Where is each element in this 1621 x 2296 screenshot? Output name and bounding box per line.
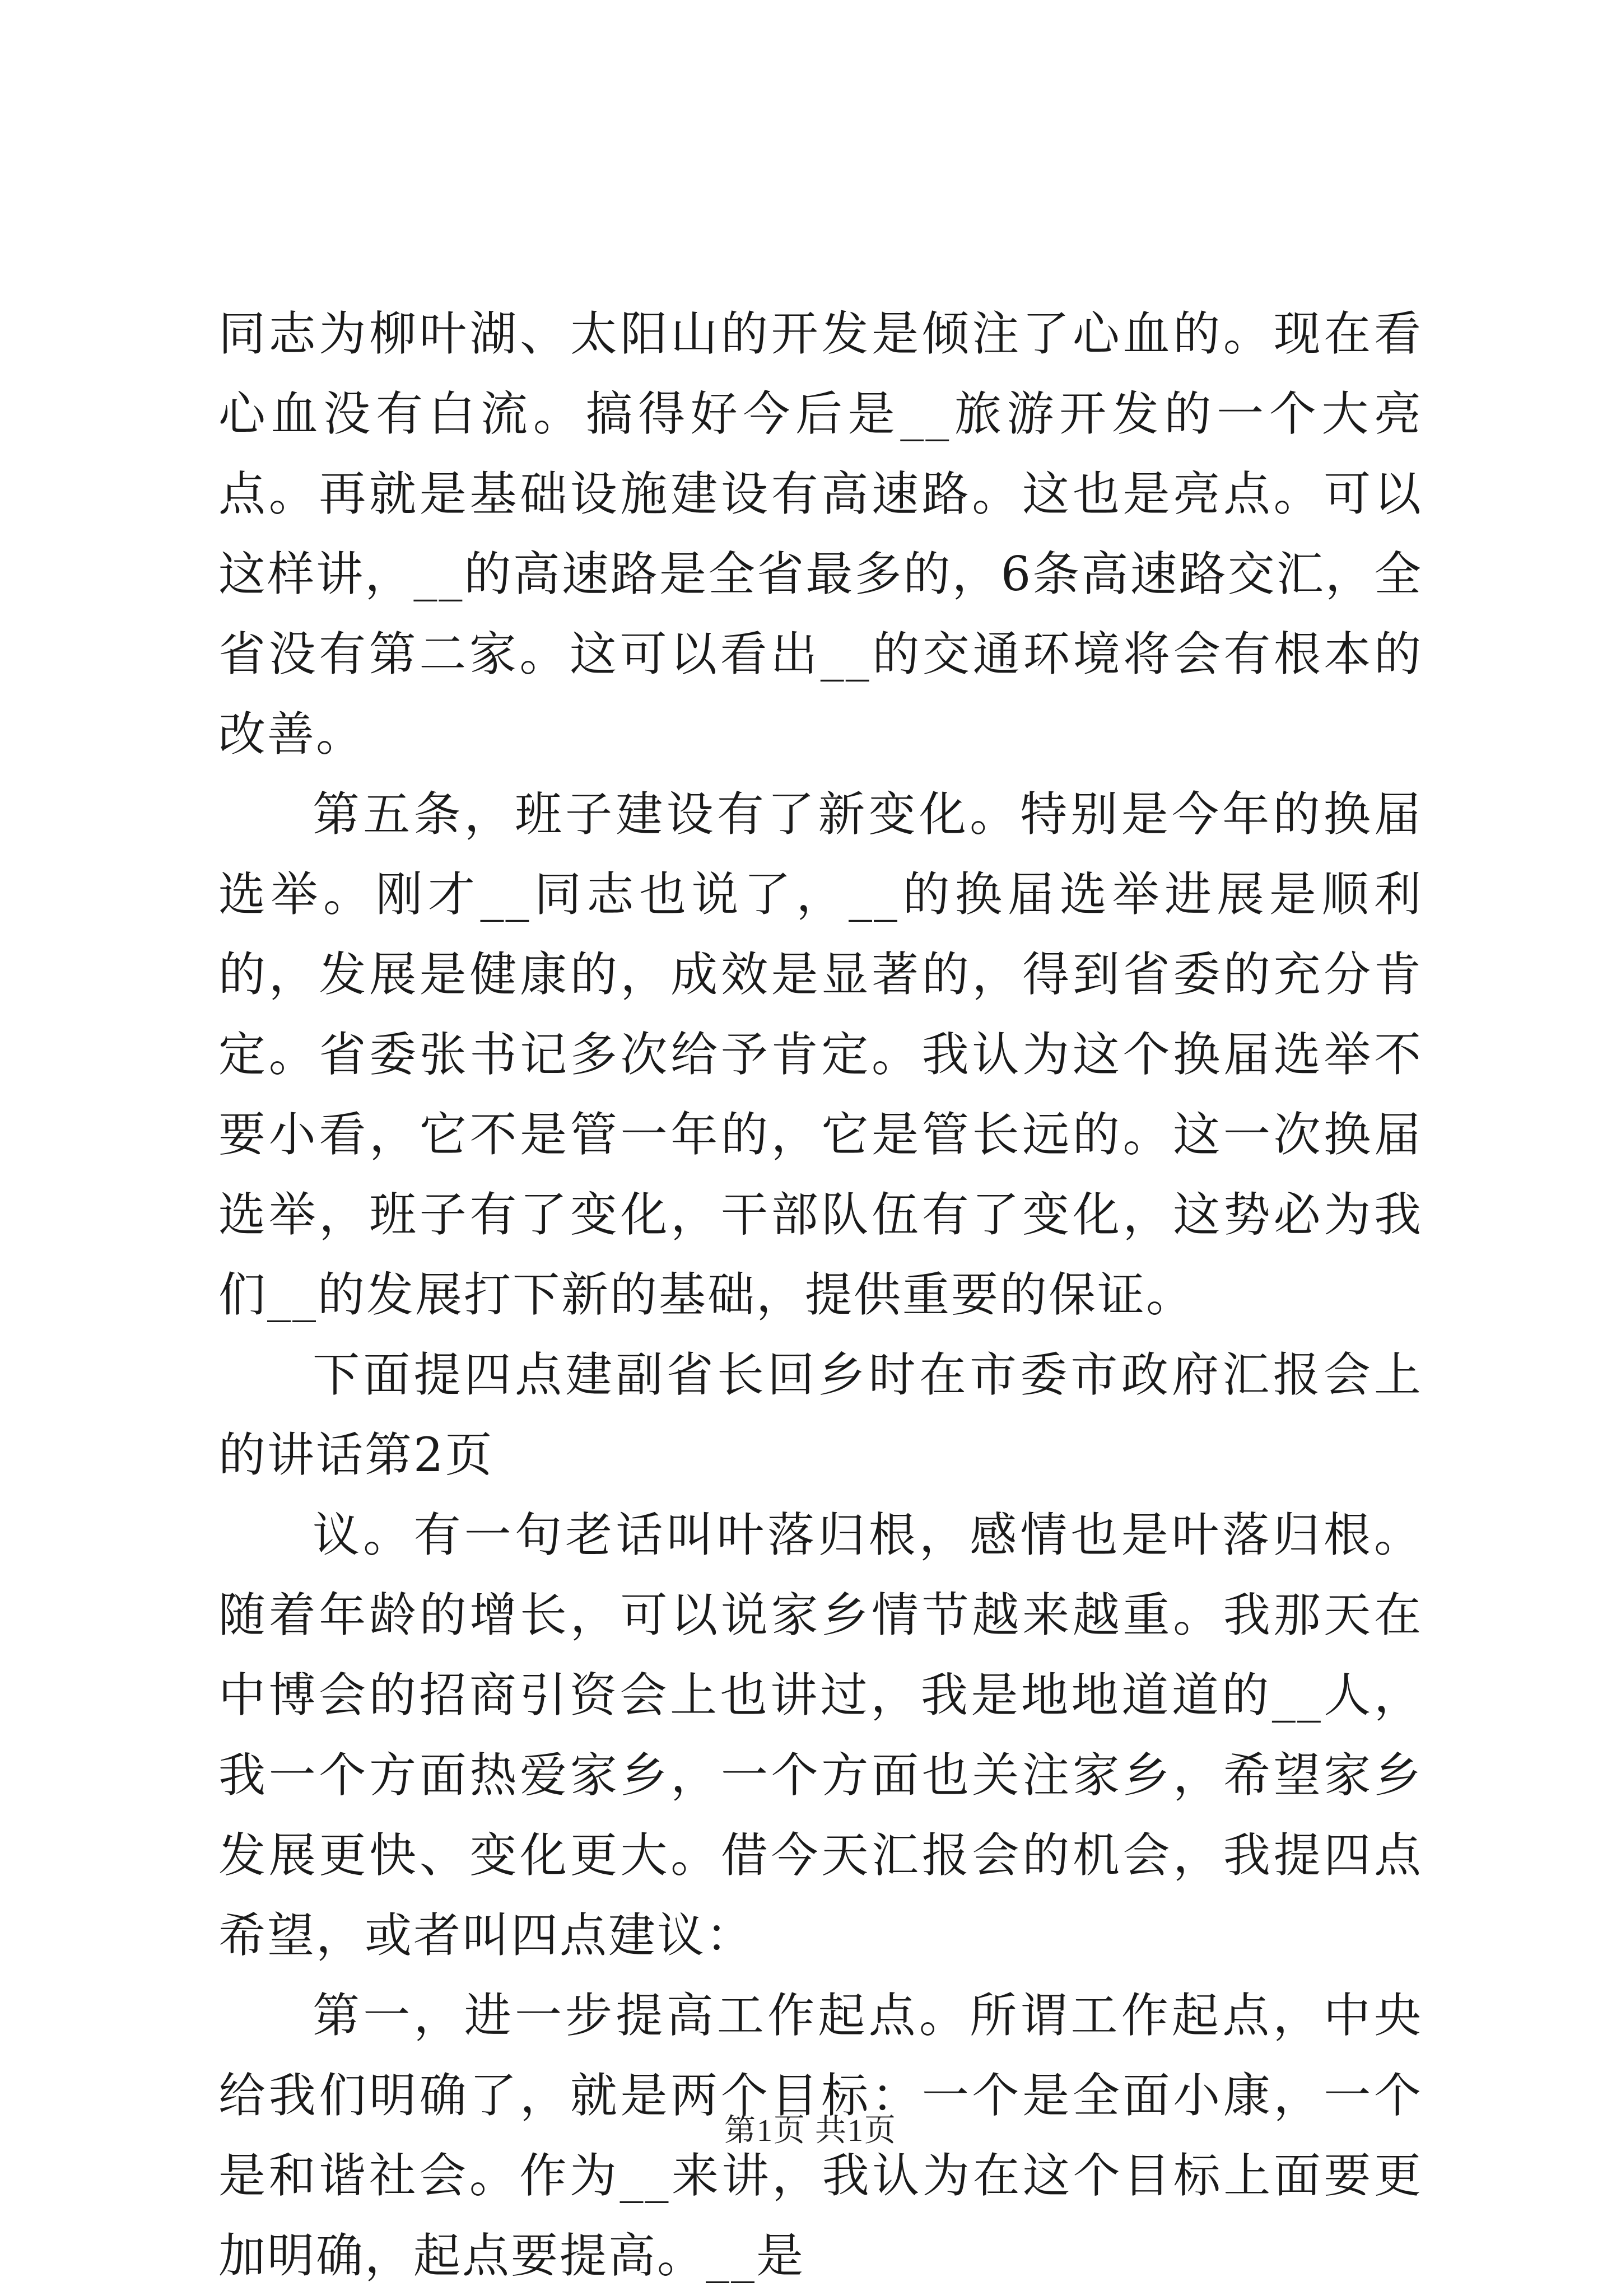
paragraph-2: 第五条，班子建设有了新变化。特别是今年的换届选举。刚才__同志也说了，__的换届选举进展是顺利的，发展是健康的，成效是显著的，得到省委的充分肯定。省委张书记多次给予肯定。我认为这个换届选举不要小看，它不是管一年的，它是管长远的。这一次换届选举，班子有了变化，干部队伍有了变化，这势必为我们__的发展打下新的基础，提供重要的保证。 bbox=[218, 787, 1423, 1322]
page-footer: 第1页 共1页 bbox=[724, 2113, 897, 2148]
paragraph-5: 第一，进一步提高工作起点。所谓工作起点，中央给我们明确了，就是两个目标：一个是全面小康，一个是和谐社会。作为__来讲，我认为在这个目标上面要更加明确，起点要提高。__是 bbox=[218, 1988, 1423, 2283]
paragraph-1: 同志为柳叶湖、太阳山的开发是倾注了心血的。现在看心血没有白流。搞得好今后是__旅游开发的一个大亮点。再就是基础设施建设有高速路。这也是亮点。可以这样讲，__的高速路是全省最多的，6条高速路交汇，全省没有第二家。这可以看出__的交通环境将会有根本的改善。 bbox=[218, 306, 1423, 762]
document-body bbox=[218, 294, 1423, 2296]
paragraph-4: 议。有一句老话叫叶落归根，感情也是叶落归根。随着年龄的增长，可以说家乡情节越来越重。我那天在中博会的招商引资会上也讲过，我是地地道道的__人，我一个方面热爱家乡，一个方面也关注家乡，希望家乡发展更快、变化更大。借今天汇报会的机会，我提四点希望，或者叫四点建议： bbox=[218, 1508, 1423, 1963]
paragraph-3: 下面提四点建副省长回乡时在市委市政府汇报会上的讲话第2页 bbox=[218, 1347, 1423, 1482]
